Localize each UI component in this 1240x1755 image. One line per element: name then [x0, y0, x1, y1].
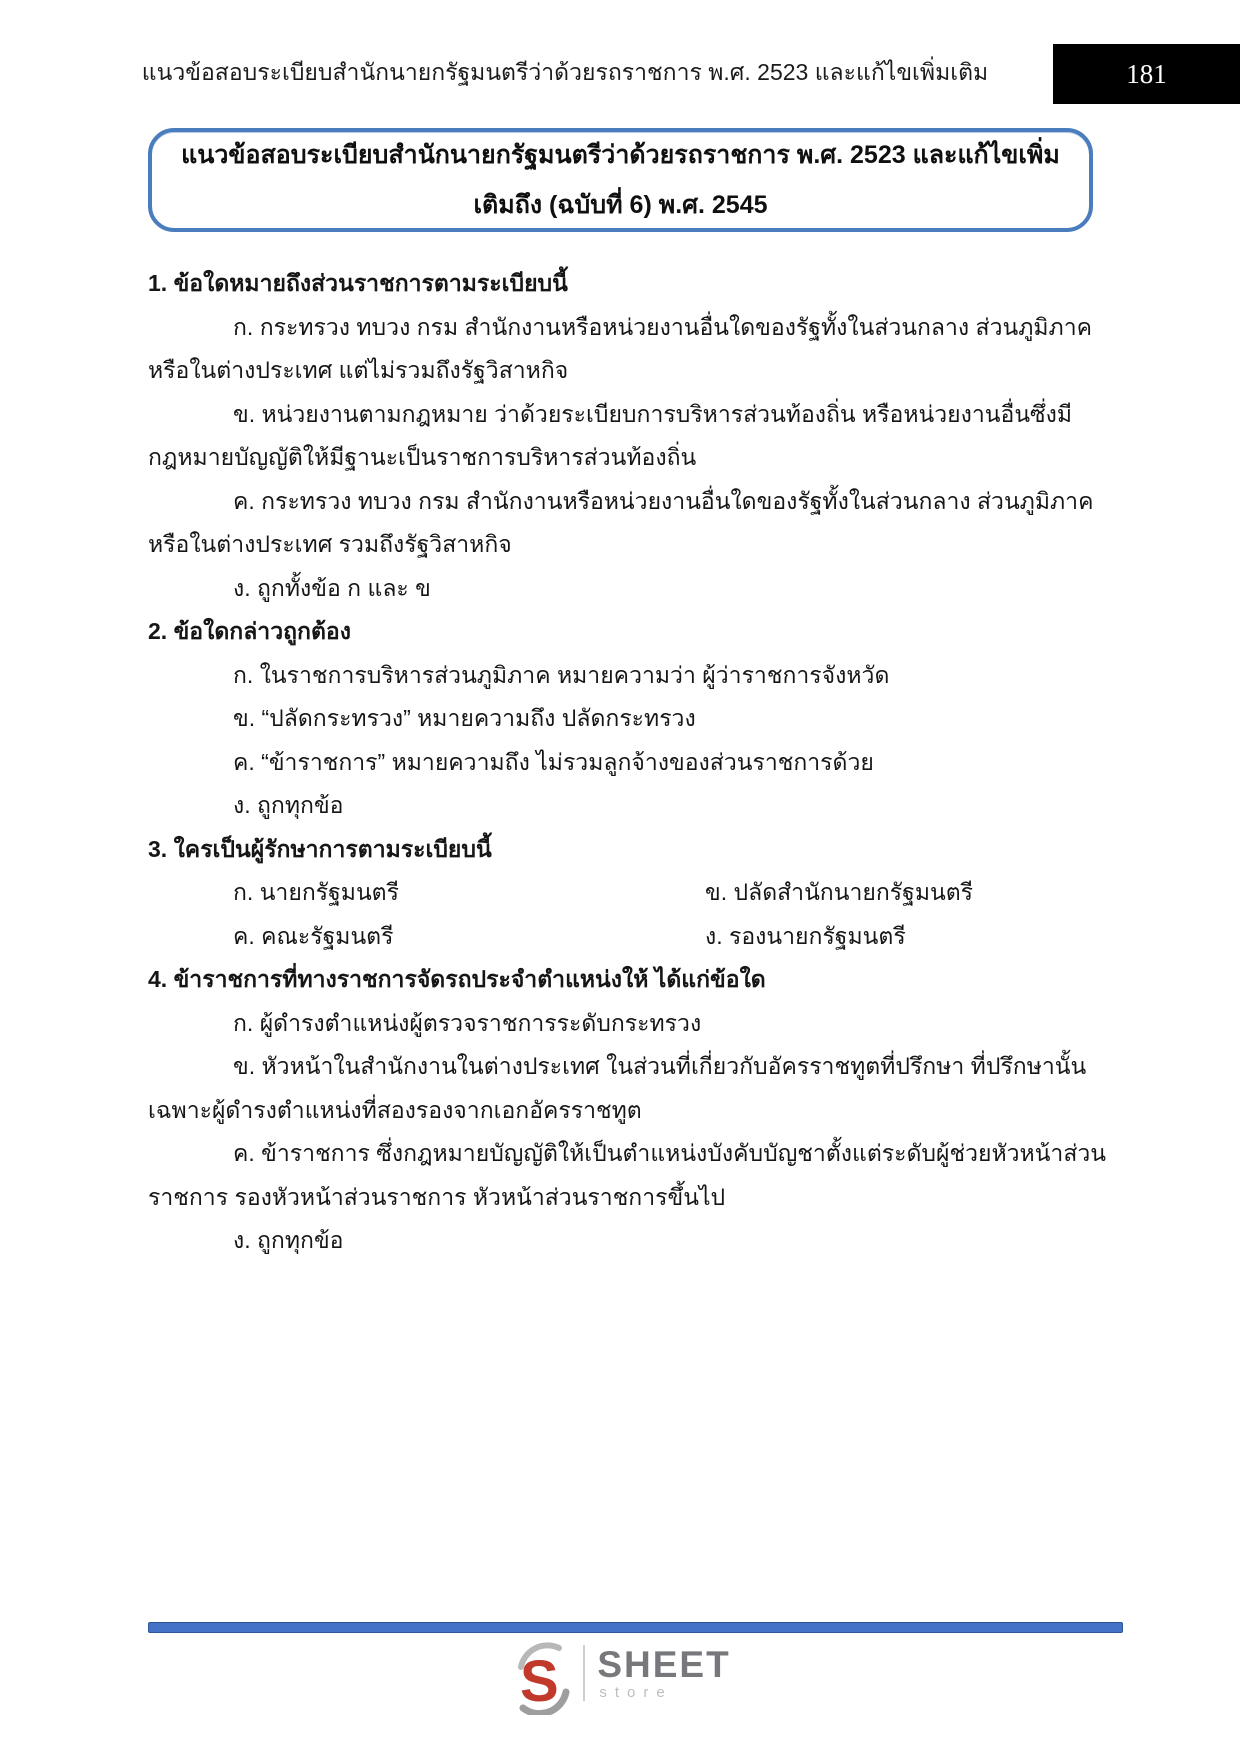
- choice-continuation: หรือในต่างประเทศ รวมถึงรัฐวิสาหกิจ: [148, 531, 512, 557]
- choice: ข. ปลัดสำนักนายกรัฐมนตรี: [705, 879, 973, 905]
- choice: ง. รองนายกรัฐมนตรี: [705, 922, 906, 949]
- choice: ค. ข้าราชการ ซึ่งกฎหมายบัญญัติให้เป็นตำแหน่งบังคับบัญชาตั้งแต่ระดับผู้ช่วยหัวหน้าส่วน: [233, 1140, 1107, 1166]
- document-title: แนวข้อสอบระเบียบสำนักนายกรัฐมนตรีว่าด้วยรถราชการ พ.ศ. 2523 และแก้ไขเพิ่มเติมถึง (ฉบับที่ 6) พ.ศ. 2545: [181, 141, 1060, 219]
- choice: ก. กระทรวง ทบวง กรม สำนักงานหรือหน่วยงานอื่นใดของรัฐทั้งในส่วนกลาง ส่วนภูมิภาค: [233, 313, 1093, 340]
- page-number-box: [1053, 44, 1240, 104]
- choice: ก. นายกรัฐมนตรี: [233, 879, 399, 905]
- title-box: [148, 128, 1093, 232]
- choice: ง. ถูกทั้งข้อ ก และ ข: [233, 574, 431, 601]
- logo-divider: [583, 1645, 585, 1701]
- question-heading: 2. ข้อใดกล่าวถูกต้อง: [148, 618, 351, 644]
- choice: ค. คณะรัฐมนตรี: [233, 922, 394, 949]
- svg-text:S: S: [520, 1649, 559, 1714]
- sheet-store-logo-icon: [509, 1641, 575, 1715]
- question-list: [148, 262, 1107, 1263]
- choice-row: [148, 871, 1092, 915]
- choice: ง. ถูกทุกข้อ: [233, 792, 344, 818]
- choice: ก. ผู้ดำรงตำแหน่งผู้ตรวจราชการระดับกระทรวง: [233, 1009, 702, 1036]
- choice-continuation: หรือในต่างประเทศ แต่ไม่รวมถึงรัฐวิสาหกิจ: [148, 357, 569, 383]
- footer-divider-rule: [148, 1622, 1123, 1633]
- choice-continuation: กฎหมายบัญญัติให้มีฐานะเป็นราชการบริหารส่วนท้องถิ่น: [148, 444, 697, 470]
- choice: ง. ถูกทุกข้อ: [233, 1227, 344, 1253]
- question-heading: 1. ข้อใดหมายถึงส่วนราชการตามระเบียบนี้: [148, 270, 568, 296]
- running-header: แนวข้อสอบระเบียบสำนักนายกรัฐมนตรีว่าด้วยรถราชการ พ.ศ. 2523 และแก้ไขเพิ่มเติม: [141, 59, 989, 85]
- choice-continuation: ราชการ รองหัวหน้าส่วนราชการ หัวหน้าส่วนราชการขึ้นไป: [148, 1183, 726, 1210]
- footer-logo: [0, 1641, 1240, 1715]
- logo-text: [597, 1641, 730, 1701]
- choice-continuation: เฉพาะผู้ดำรงตำแหน่งที่สองรองจากเอกอัครราชทูต: [148, 1096, 642, 1123]
- choice: ก. ในราชการบริหารส่วนภูมิภาค หมายความว่า ผู้ว่าราชการจังหวัด: [233, 661, 890, 688]
- choice: ค. “ข้าราชการ” หมายความถึง ไม่รวมลูกจ้างของส่วนราชการด้วย: [233, 748, 874, 775]
- page-number: 181: [1126, 58, 1167, 89]
- logo-brand-name: SHEET: [597, 1644, 731, 1685]
- question-heading: 4. ข้าราชการที่ทางราชการจัดรถประจำตำแหน่งให้ ได้แก่ข้อใด: [148, 966, 766, 992]
- choice: ข. “ปลัดกระทรวง” หมายความถึง ปลัดกระทรวง: [233, 705, 696, 731]
- question-heading: 3. ใครเป็นผู้รักษาการตามระเบียบนี้: [148, 835, 492, 862]
- logo-sub-name: store: [599, 1684, 673, 1701]
- choice-row: [148, 915, 1092, 959]
- choice: ข. หน่วยงานตามกฎหมาย ว่าด้วยระเบียบการบริหารส่วนท้องถิ่น หรือหน่วยงานอื่นซึ่งมี: [233, 400, 1073, 427]
- choice: ค. กระทรวง ทบวง กรม สำนักงานหรือหน่วยงานอื่นใดของรัฐทั้งในส่วนกลาง ส่วนภูมิภาค: [233, 487, 1094, 514]
- choice: ข. หัวหน้าในสำนักงานในต่างประเทศ ในส่วนที่เกี่ยวกับอัครราชทูตที่ปรึกษา ที่ปรึกษานั้น: [233, 1053, 1087, 1079]
